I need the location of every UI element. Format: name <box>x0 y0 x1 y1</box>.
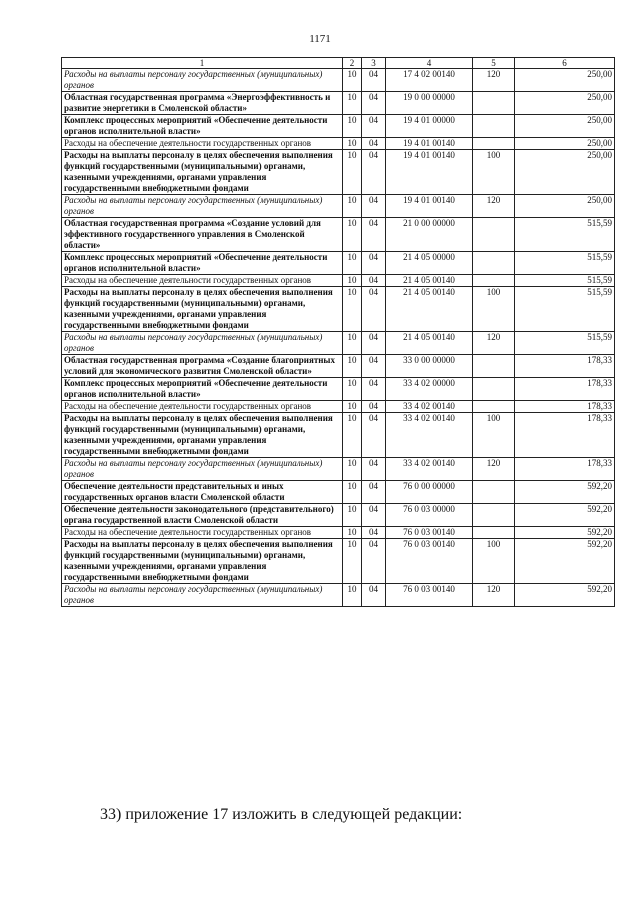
amount-cell: 178,33 <box>515 401 615 413</box>
column-header: 5 <box>473 58 515 69</box>
expense-type-cell: 100 <box>473 413 515 458</box>
section-code-cell: 10 <box>343 584 362 607</box>
target-article-cell: 33 4 02 00140 <box>386 458 473 481</box>
subsection-code-cell: 04 <box>362 527 386 539</box>
row-name-cell: Областная государственная программа «Энергоэффективность и развитие энергетики в Смоленской области» <box>62 92 343 115</box>
row-name-cell: Расходы на выплаты персоналу в целях обеспечения выполнения функций государственными (муниципальными) органами, казенными учреждениями, органами управления государственными внебюджетными фондами <box>62 150 343 195</box>
section-code-cell: 10 <box>343 92 362 115</box>
subsection-code-cell: 04 <box>362 458 386 481</box>
amount-cell: 250,00 <box>515 69 615 92</box>
subsection-code-cell: 04 <box>362 275 386 287</box>
subsection-code-cell: 04 <box>362 539 386 584</box>
section-code-cell: 10 <box>343 378 362 401</box>
amount-cell: 178,33 <box>515 378 615 401</box>
target-article-cell: 76 0 03 00140 <box>386 584 473 607</box>
target-article-cell: 19 4 01 00140 <box>386 195 473 218</box>
amount-cell: 178,33 <box>515 413 615 458</box>
expense-type-cell <box>473 527 515 539</box>
section-code-cell: 10 <box>343 275 362 287</box>
subsection-code-cell: 04 <box>362 150 386 195</box>
amount-cell: 250,00 <box>515 92 615 115</box>
subsection-code-cell: 04 <box>362 584 386 607</box>
row-name-cell: Расходы на обеспечение деятельности государственных органов <box>62 138 343 150</box>
section-code-cell: 10 <box>343 458 362 481</box>
target-article-cell: 21 0 00 00000 <box>386 218 473 252</box>
amount-cell: 250,00 <box>515 195 615 218</box>
row-name-cell: Обеспечение деятельности законодательного (представительного) органа государственной власти Смоленской области <box>62 504 343 527</box>
table-row <box>62 332 615 355</box>
target-article-cell: 21 4 05 00140 <box>386 287 473 332</box>
section-code-cell: 10 <box>343 539 362 584</box>
row-name-cell: Областная государственная программа «Создание благоприятных условий для экономического развития Смоленской области» <box>62 355 343 378</box>
table-row <box>62 355 615 378</box>
section-code-cell: 10 <box>343 413 362 458</box>
target-article-cell: 17 4 02 00140 <box>386 69 473 92</box>
subsection-code-cell: 04 <box>362 195 386 218</box>
table-row <box>62 138 615 150</box>
subsection-code-cell: 04 <box>362 481 386 504</box>
target-article-cell: 21 4 05 00000 <box>386 252 473 275</box>
amount-cell: 515,59 <box>515 287 615 332</box>
section-code-cell: 10 <box>343 504 362 527</box>
subsection-code-cell: 04 <box>362 69 386 92</box>
section-code-cell: 10 <box>343 138 362 150</box>
row-name-cell: Комплекс процессных мероприятий «Обеспечение деятельности органов исполнительной власти» <box>62 252 343 275</box>
expense-type-cell <box>473 252 515 275</box>
row-name-cell: Расходы на обеспечение деятельности государственных органов <box>62 401 343 413</box>
amount-cell: 515,59 <box>515 252 615 275</box>
table-row <box>62 481 615 504</box>
target-article-cell: 19 0 00 00000 <box>386 92 473 115</box>
table-row <box>62 195 615 218</box>
table-row <box>62 287 615 332</box>
table-row <box>62 458 615 481</box>
subsection-code-cell: 04 <box>362 252 386 275</box>
expense-type-cell: 120 <box>473 195 515 218</box>
section-code-cell: 10 <box>343 115 362 138</box>
row-name-cell: Расходы на выплаты персоналу государственных (муниципальных) органов <box>62 332 343 355</box>
section-code-cell: 10 <box>343 527 362 539</box>
subsection-code-cell: 04 <box>362 355 386 378</box>
column-header: 4 <box>386 58 473 69</box>
table-row <box>62 115 615 138</box>
table-body <box>62 69 615 607</box>
budget-table <box>61 57 615 607</box>
table-row <box>62 150 615 195</box>
target-article-cell: 33 4 02 00140 <box>386 413 473 458</box>
footer-instruction: 33) приложение 17 изложить в следующей редакции: <box>100 806 463 823</box>
amount-cell: 515,59 <box>515 218 615 252</box>
row-name-cell: Расходы на выплаты персоналу государственных (муниципальных) органов <box>62 195 343 218</box>
target-article-cell: 21 4 05 00140 <box>386 332 473 355</box>
amount-cell: 250,00 <box>515 150 615 195</box>
expense-type-cell: 120 <box>473 332 515 355</box>
section-code-cell: 10 <box>343 401 362 413</box>
table-row <box>62 69 615 92</box>
target-article-cell: 76 0 00 00000 <box>386 481 473 504</box>
amount-cell: 515,59 <box>515 332 615 355</box>
section-code-cell: 10 <box>343 332 362 355</box>
table-row <box>62 401 615 413</box>
expense-type-cell: 120 <box>473 458 515 481</box>
subsection-code-cell: 04 <box>362 504 386 527</box>
row-name-cell: Расходы на обеспечение деятельности государственных органов <box>62 275 343 287</box>
amount-cell: 592,20 <box>515 527 615 539</box>
amount-cell: 515,59 <box>515 275 615 287</box>
table-row <box>62 504 615 527</box>
row-name-cell: Расходы на выплаты персоналу государственных (муниципальных) органов <box>62 584 343 607</box>
subsection-code-cell: 04 <box>362 401 386 413</box>
amount-cell: 178,33 <box>515 355 615 378</box>
target-article-cell: 19 4 01 00140 <box>386 138 473 150</box>
target-article-cell: 19 4 01 00000 <box>386 115 473 138</box>
expense-type-cell <box>473 504 515 527</box>
expense-type-cell <box>473 378 515 401</box>
section-code-cell: 10 <box>343 355 362 378</box>
expense-type-cell: 100 <box>473 539 515 584</box>
column-header: 2 <box>343 58 362 69</box>
target-article-cell: 76 0 03 00140 <box>386 539 473 584</box>
subsection-code-cell: 04 <box>362 413 386 458</box>
table-row <box>62 275 615 287</box>
row-name-cell: Расходы на выплаты персоналу государственных (муниципальных) органов <box>62 458 343 481</box>
expense-type-cell <box>473 218 515 252</box>
table-row <box>62 218 615 252</box>
row-name-cell: Расходы на выплаты персоналу государственных (муниципальных) органов <box>62 69 343 92</box>
section-code-cell: 10 <box>343 150 362 195</box>
table-row <box>62 527 615 539</box>
target-article-cell: 33 0 00 00000 <box>386 355 473 378</box>
page-number: 1171 <box>309 33 331 45</box>
expense-type-cell <box>473 481 515 504</box>
subsection-code-cell: 04 <box>362 92 386 115</box>
section-code-cell: 10 <box>343 287 362 332</box>
subsection-code-cell: 04 <box>362 332 386 355</box>
target-article-cell: 21 4 05 00140 <box>386 275 473 287</box>
row-name-cell: Обеспечение деятельности представительных и иных государственных органов власти Смоленской области <box>62 481 343 504</box>
table-row <box>62 584 615 607</box>
target-article-cell: 19 4 01 00140 <box>386 150 473 195</box>
row-name-cell: Расходы на выплаты персоналу в целях обеспечения выполнения функций государственными (муниципальными) органами, казенными учреждениями, органами управления государственными внебюджетными фондами <box>62 287 343 332</box>
target-article-cell: 33 4 02 00000 <box>386 378 473 401</box>
column-header: 1 <box>62 58 343 69</box>
target-article-cell: 76 0 03 00140 <box>386 527 473 539</box>
row-name-cell: Областная государственная программа «Создание условий для эффективного государственного управления в Смоленской области» <box>62 218 343 252</box>
amount-cell: 592,20 <box>515 539 615 584</box>
subsection-code-cell: 04 <box>362 378 386 401</box>
table-row <box>62 252 615 275</box>
amount-cell: 178,33 <box>515 458 615 481</box>
target-article-cell: 76 0 03 00000 <box>386 504 473 527</box>
expense-type-cell <box>473 275 515 287</box>
expense-type-cell: 100 <box>473 287 515 332</box>
subsection-code-cell: 04 <box>362 115 386 138</box>
section-code-cell: 10 <box>343 195 362 218</box>
expense-type-cell <box>473 355 515 378</box>
expense-type-cell <box>473 138 515 150</box>
column-header: 3 <box>362 58 386 69</box>
row-name-cell: Расходы на выплаты персоналу в целях обеспечения выполнения функций государственными (муниципальными) органами, казенными учреждениями, органами управления государственными внебюджетными фондами <box>62 413 343 458</box>
table-row <box>62 539 615 584</box>
row-name-cell: Комплекс процессных мероприятий «Обеспечение деятельности органов исполнительной власти» <box>62 378 343 401</box>
amount-cell: 250,00 <box>515 138 615 150</box>
row-name-cell: Комплекс процессных мероприятий «Обеспечение деятельности органов исполнительной власти» <box>62 115 343 138</box>
table-row <box>62 413 615 458</box>
row-name-cell: Расходы на обеспечение деятельности государственных органов <box>62 527 343 539</box>
table-row <box>62 92 615 115</box>
section-code-cell: 10 <box>343 481 362 504</box>
section-code-cell: 10 <box>343 218 362 252</box>
table-row <box>62 378 615 401</box>
subsection-code-cell: 04 <box>362 218 386 252</box>
expense-type-cell <box>473 92 515 115</box>
expense-type-cell: 120 <box>473 69 515 92</box>
amount-cell: 592,20 <box>515 504 615 527</box>
section-code-cell: 10 <box>343 252 362 275</box>
expense-type-cell: 120 <box>473 584 515 607</box>
amount-cell: 592,20 <box>515 584 615 607</box>
expense-type-cell <box>473 401 515 413</box>
target-article-cell: 33 4 02 00140 <box>386 401 473 413</box>
subsection-code-cell: 04 <box>362 287 386 332</box>
subsection-code-cell: 04 <box>362 138 386 150</box>
expense-type-cell: 100 <box>473 150 515 195</box>
section-code-cell: 10 <box>343 69 362 92</box>
expense-type-cell <box>473 115 515 138</box>
amount-cell: 592,20 <box>515 481 615 504</box>
row-name-cell: Расходы на выплаты персоналу в целях обеспечения выполнения функций государственными (муниципальными) органами, казенными учреждениями, органами управления государственными внебюджетными фондами <box>62 539 343 584</box>
column-header: 6 <box>515 58 615 69</box>
table-header-row <box>62 58 615 69</box>
amount-cell: 250,00 <box>515 115 615 138</box>
